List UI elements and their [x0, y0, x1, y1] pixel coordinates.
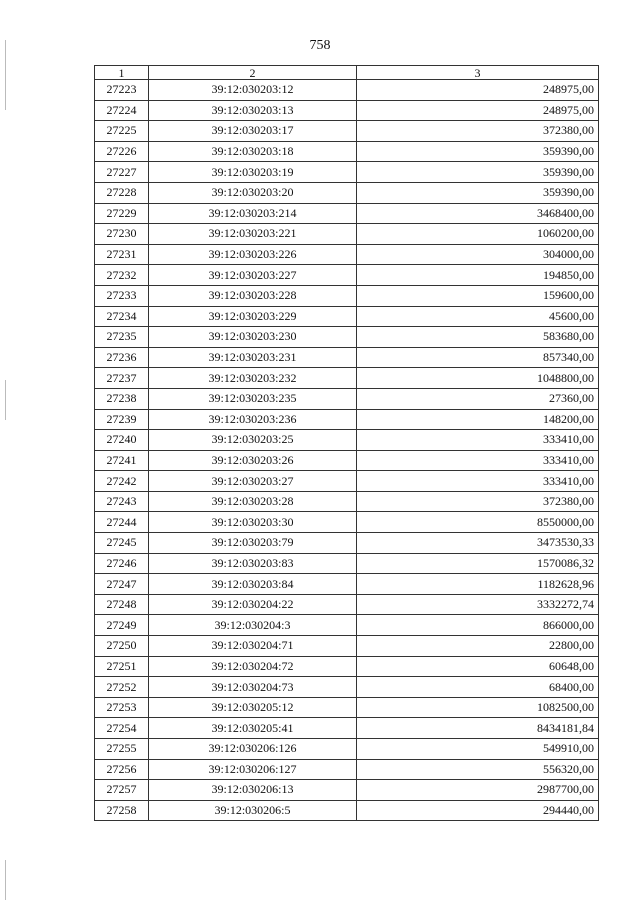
row-number: 27227	[95, 162, 149, 183]
table-row	[95, 574, 599, 595]
table-row	[95, 553, 599, 574]
registry-table	[94, 65, 599, 821]
row-number: 27243	[95, 491, 149, 512]
row-number: 27252	[95, 677, 149, 698]
cadastral-number: 39:12:030203:235	[149, 388, 357, 409]
row-number: 27239	[95, 409, 149, 430]
page-number: 758	[309, 38, 331, 53]
row-number: 27237	[95, 368, 149, 389]
row-number: 27245	[95, 533, 149, 554]
column-header-2: 2	[149, 66, 357, 80]
table-row	[95, 80, 599, 101]
cadastral-value: 549910,00	[357, 739, 599, 760]
cadastral-number: 39:12:030206:5	[149, 800, 357, 821]
table-row	[95, 224, 599, 245]
cadastral-value: 866000,00	[357, 615, 599, 636]
cadastral-value: 333410,00	[357, 430, 599, 451]
row-number: 27223	[95, 80, 149, 101]
cadastral-value: 3332272,74	[357, 594, 599, 615]
cadastral-value: 1060200,00	[357, 224, 599, 245]
left-margin-mark	[5, 380, 6, 420]
cadastral-number: 39:12:030203:12	[149, 80, 357, 101]
row-number: 27254	[95, 718, 149, 739]
cadastral-value: 3473530,33	[357, 533, 599, 554]
table-row	[95, 409, 599, 430]
cadastral-number: 39:12:030204:72	[149, 656, 357, 677]
cadastral-number: 39:12:030203:25	[149, 430, 357, 451]
row-number: 27236	[95, 347, 149, 368]
cadastral-number: 39:12:030203:27	[149, 471, 357, 492]
cadastral-number: 39:12:030204:3	[149, 615, 357, 636]
table-row	[95, 306, 599, 327]
row-number: 27256	[95, 759, 149, 780]
table-row	[95, 368, 599, 389]
table-row	[95, 677, 599, 698]
cadastral-number: 39:12:030203:232	[149, 368, 357, 389]
cadastral-value: 68400,00	[357, 677, 599, 698]
table-row	[95, 100, 599, 121]
row-number: 27241	[95, 450, 149, 471]
cadastral-value: 22800,00	[357, 636, 599, 657]
cadastral-value: 148200,00	[357, 409, 599, 430]
row-number: 27225	[95, 121, 149, 142]
table-row	[95, 718, 599, 739]
cadastral-value: 304000,00	[357, 244, 599, 265]
row-number: 27248	[95, 594, 149, 615]
table-row	[95, 244, 599, 265]
table-row	[95, 121, 599, 142]
cadastral-value: 294440,00	[357, 800, 599, 821]
cadastral-number: 39:12:030203:26	[149, 450, 357, 471]
header-row	[95, 66, 599, 80]
table-row	[95, 203, 599, 224]
cadastral-value: 159600,00	[357, 285, 599, 306]
table-row	[95, 533, 599, 554]
cadastral-value: 556320,00	[357, 759, 599, 780]
row-number: 27247	[95, 574, 149, 595]
cadastral-number: 39:12:030206:127	[149, 759, 357, 780]
table-row	[95, 347, 599, 368]
cadastral-number: 39:12:030203:18	[149, 141, 357, 162]
table-row	[95, 388, 599, 409]
cadastral-value: 248975,00	[357, 100, 599, 121]
table-row	[95, 285, 599, 306]
cadastral-value: 583680,00	[357, 327, 599, 348]
table-row	[95, 697, 599, 718]
row-number: 27250	[95, 636, 149, 657]
cadastral-number: 39:12:030203:19	[149, 162, 357, 183]
cadastral-number: 39:12:030203:231	[149, 347, 357, 368]
row-number: 27224	[95, 100, 149, 121]
cadastral-value: 372380,00	[357, 491, 599, 512]
cadastral-number: 39:12:030203:230	[149, 327, 357, 348]
row-number: 27230	[95, 224, 149, 245]
table-row	[95, 141, 599, 162]
cadastral-number: 39:12:030203:83	[149, 553, 357, 574]
table-row	[95, 471, 599, 492]
cadastral-number: 39:12:030206:13	[149, 780, 357, 801]
table-body	[95, 80, 599, 821]
table-row	[95, 615, 599, 636]
table-row	[95, 594, 599, 615]
table-row	[95, 759, 599, 780]
cadastral-value: 359390,00	[357, 182, 599, 203]
cadastral-value: 359390,00	[357, 162, 599, 183]
row-number: 27228	[95, 182, 149, 203]
cadastral-number: 39:12:030203:28	[149, 491, 357, 512]
row-number: 27235	[95, 327, 149, 348]
cadastral-value: 3468400,00	[357, 203, 599, 224]
cadastral-value: 1182628,96	[357, 574, 599, 595]
table-row	[95, 780, 599, 801]
cadastral-number: 39:12:030204:22	[149, 594, 357, 615]
cadastral-value: 45600,00	[357, 306, 599, 327]
cadastral-value: 372380,00	[357, 121, 599, 142]
row-number: 27226	[95, 141, 149, 162]
cadastral-number: 39:12:030203:30	[149, 512, 357, 533]
column-header-1: 1	[95, 66, 149, 80]
row-number: 27249	[95, 615, 149, 636]
row-number: 27229	[95, 203, 149, 224]
row-number: 27246	[95, 553, 149, 574]
cadastral-number: 39:12:030203:20	[149, 182, 357, 203]
cadastral-value: 333410,00	[357, 450, 599, 471]
table-row	[95, 327, 599, 348]
cadastral-value: 359390,00	[357, 141, 599, 162]
table-row	[95, 450, 599, 471]
cadastral-number: 39:12:030203:228	[149, 285, 357, 306]
row-number: 27233	[95, 285, 149, 306]
row-number: 27240	[95, 430, 149, 451]
table-row	[95, 265, 599, 286]
cadastral-value: 27360,00	[357, 388, 599, 409]
table-row	[95, 491, 599, 512]
row-number: 27244	[95, 512, 149, 533]
row-number: 27257	[95, 780, 149, 801]
cadastral-number: 39:12:030205:12	[149, 697, 357, 718]
row-number: 27232	[95, 265, 149, 286]
cadastral-number: 39:12:030203:17	[149, 121, 357, 142]
cadastral-number: 39:12:030204:71	[149, 636, 357, 657]
table-row	[95, 656, 599, 677]
cadastral-number: 39:12:030204:73	[149, 677, 357, 698]
cadastral-value: 2987700,00	[357, 780, 599, 801]
row-number: 27234	[95, 306, 149, 327]
cadastral-number: 39:12:030203:236	[149, 409, 357, 430]
cadastral-value: 1048800,00	[357, 368, 599, 389]
table-row	[95, 512, 599, 533]
table-row	[95, 636, 599, 657]
row-number: 27255	[95, 739, 149, 760]
cadastral-number: 39:12:030203:214	[149, 203, 357, 224]
cadastral-number: 39:12:030203:226	[149, 244, 357, 265]
cadastral-number: 39:12:030206:126	[149, 739, 357, 760]
cadastral-number: 39:12:030203:229	[149, 306, 357, 327]
table-row	[95, 182, 599, 203]
row-number: 27251	[95, 656, 149, 677]
cadastral-value: 60648,00	[357, 656, 599, 677]
table-row	[95, 739, 599, 760]
cadastral-number: 39:12:030203:84	[149, 574, 357, 595]
cadastral-value: 857340,00	[357, 347, 599, 368]
cadastral-number: 39:12:030203:13	[149, 100, 357, 121]
left-margin-mark	[5, 40, 6, 110]
cadastral-value: 1570086,32	[357, 553, 599, 574]
column-header-3: 3	[357, 66, 599, 80]
table-row	[95, 162, 599, 183]
cadastral-value: 248975,00	[357, 80, 599, 101]
cadastral-number: 39:12:030203:79	[149, 533, 357, 554]
cadastral-value: 8550000,00	[357, 512, 599, 533]
row-number: 27258	[95, 800, 149, 821]
row-number: 27253	[95, 697, 149, 718]
cadastral-number: 39:12:030203:227	[149, 265, 357, 286]
cadastral-value: 194850,00	[357, 265, 599, 286]
cadastral-value: 333410,00	[357, 471, 599, 492]
cadastral-value: 8434181,84	[357, 718, 599, 739]
table-row	[95, 430, 599, 451]
cadastral-number: 39:12:030203:221	[149, 224, 357, 245]
row-number: 27238	[95, 388, 149, 409]
left-margin-mark	[5, 860, 6, 900]
row-number: 27231	[95, 244, 149, 265]
table-row	[95, 800, 599, 821]
cadastral-value: 1082500,00	[357, 697, 599, 718]
cadastral-number: 39:12:030205:41	[149, 718, 357, 739]
row-number: 27242	[95, 471, 149, 492]
